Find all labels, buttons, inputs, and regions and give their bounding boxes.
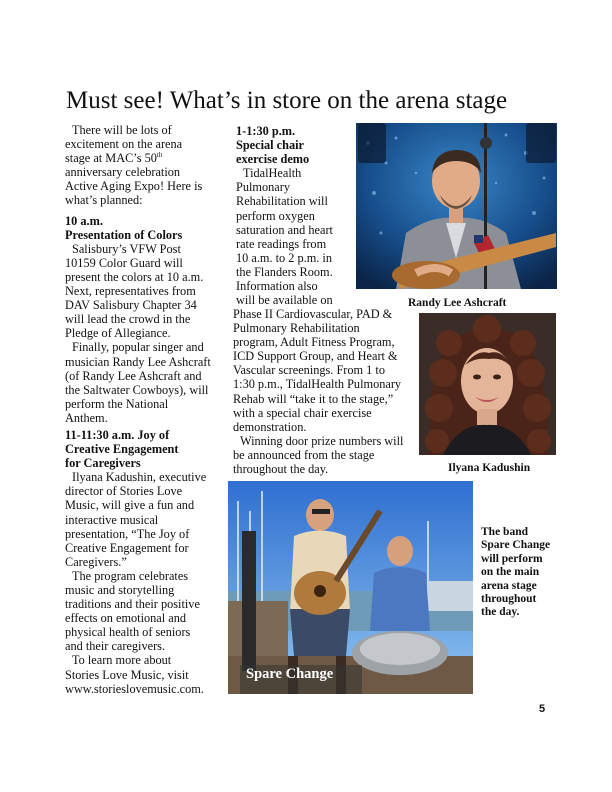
section-time: 10 a.m. bbox=[65, 213, 103, 228]
body-line: Finally, popular singer and bbox=[72, 340, 204, 355]
intro-line: what’s planned: bbox=[65, 193, 143, 208]
body-line: will lead the crowd in the bbox=[65, 312, 191, 327]
body-line: Caregivers.” bbox=[65, 554, 127, 569]
body-line: musician Randy Lee Ashcraft bbox=[65, 354, 211, 369]
body-line: physical health of seniors bbox=[65, 625, 191, 640]
body-line: Pledge of Allegiance. bbox=[65, 326, 171, 341]
body-line: the Saltwater Cowboys), will bbox=[65, 382, 209, 397]
body-line: perform the National bbox=[65, 396, 169, 411]
body-line: the Flanders Room. bbox=[236, 264, 333, 279]
body-line: saturation and heart bbox=[236, 222, 333, 237]
body-line: Pulmonary Rehabilitation bbox=[233, 321, 360, 336]
article-column-2-wide bbox=[233, 307, 415, 476]
caption-line: throughout bbox=[481, 593, 537, 606]
intro-line: There will be lots of bbox=[72, 123, 172, 137]
body-line: Rehabilitation will bbox=[236, 194, 328, 209]
body-line: Pulmonary bbox=[236, 180, 290, 195]
body-line: DAV Salisbury Chapter 34 bbox=[65, 298, 197, 313]
article-column-1 bbox=[65, 123, 225, 696]
body-line: interactive musical bbox=[65, 512, 159, 527]
body-line: Creative Engagement for bbox=[65, 540, 189, 555]
body-line: Rehab will “take it to the stage,” bbox=[233, 391, 394, 406]
body-line: Stories Love Music, visit bbox=[65, 667, 189, 682]
body-line: demonstration. bbox=[233, 419, 307, 434]
body-line: 10 a.m. to 2 p.m. in bbox=[236, 250, 332, 265]
body-line: 10159 Color Guard will bbox=[65, 255, 183, 270]
intro-line: stage at MAC’s 50th bbox=[65, 151, 163, 166]
body-line: To learn more about bbox=[72, 653, 172, 668]
band-photo bbox=[228, 481, 473, 694]
intro-line: anniversary celebration bbox=[65, 165, 181, 180]
body-line: will be available on bbox=[236, 293, 333, 308]
caption-line: on the main bbox=[481, 566, 540, 579]
body-line: present the colors at 10 a.m. bbox=[65, 269, 204, 284]
ilyana-caption: Ilyana Kadushin bbox=[448, 462, 531, 474]
body-line: director of Stories Love bbox=[65, 484, 183, 499]
section-heading: Creative Engagement bbox=[65, 442, 179, 457]
body-line: program, Adult Fitness Program, bbox=[233, 335, 395, 350]
section-heading: for Caregivers bbox=[65, 456, 141, 471]
body-line: Ilyana Kadushin, executive bbox=[72, 470, 207, 485]
band-photo-overlay: Spare Change bbox=[246, 666, 334, 682]
body-line: effects on emotional and bbox=[65, 611, 186, 626]
body-line: Phase II Cardiovascular, PAD & bbox=[233, 307, 393, 321]
caption-line: Spare Change bbox=[481, 539, 551, 552]
body-line: be announced from the stage bbox=[233, 447, 375, 462]
body-line: with a special chair exercise bbox=[233, 405, 372, 420]
body-line: 1:30 p.m., TidalHealth Pulmonary bbox=[233, 377, 402, 392]
section-heading: Presentation of Colors bbox=[65, 227, 183, 242]
caption-line: arena stage bbox=[481, 579, 537, 592]
body-line: ICD Support Group, and Heart & bbox=[233, 349, 398, 364]
body-line: rate readings from bbox=[236, 236, 327, 251]
intro-line: Active Aging Expo! Here is bbox=[65, 179, 203, 194]
randy-photo bbox=[356, 123, 557, 289]
body-line: (of Randy Lee Ashcraft and bbox=[65, 368, 202, 383]
body-line: Next, representatives from bbox=[65, 284, 196, 299]
caption-line: will perform bbox=[481, 552, 543, 565]
body-line: The program celebrates bbox=[72, 568, 189, 583]
ilyana-photo bbox=[419, 313, 556, 455]
website-link[interactable]: www.storieslovemusic.com. bbox=[65, 681, 204, 696]
article-column-2-narrow bbox=[236, 124, 356, 307]
band-caption bbox=[481, 526, 561, 620]
section-heading: Special chair bbox=[236, 138, 304, 153]
body-line: Anthem. bbox=[65, 410, 108, 425]
caption-line: the day. bbox=[481, 606, 520, 619]
body-line: presentation, “The Joy of bbox=[65, 526, 190, 541]
body-line: Vascular screenings. From 1 to bbox=[233, 363, 385, 378]
body-line: Winning door prize numbers will bbox=[240, 433, 404, 448]
body-line: Salisbury’s VFW Post bbox=[72, 241, 181, 256]
section-heading: 11-11:30 a.m. Joy of bbox=[65, 427, 170, 442]
body-line: Information also bbox=[236, 279, 318, 294]
body-line: TidalHealth bbox=[243, 166, 302, 181]
randy-caption: Randy Lee Ashcraft bbox=[408, 297, 507, 309]
body-line: perform oxygen bbox=[236, 208, 315, 223]
body-line: throughout the day. bbox=[233, 462, 329, 477]
body-line: Music, will give a fun and bbox=[65, 498, 195, 513]
page-title: Must see! What’s in store on the arena stage bbox=[66, 87, 508, 114]
section-heading: exercise demo bbox=[236, 152, 310, 167]
intro-line: excitement on the arena bbox=[65, 137, 183, 152]
page-number: 5 bbox=[539, 703, 546, 715]
superscript: th bbox=[156, 151, 163, 160]
body-line: traditions and their positive bbox=[65, 597, 200, 612]
caption-line: The band bbox=[481, 526, 528, 538]
body-line: and their caregivers. bbox=[65, 639, 166, 654]
section-heading: 1-1:30 p.m. bbox=[236, 124, 296, 138]
body-line: music and storytelling bbox=[65, 583, 175, 597]
